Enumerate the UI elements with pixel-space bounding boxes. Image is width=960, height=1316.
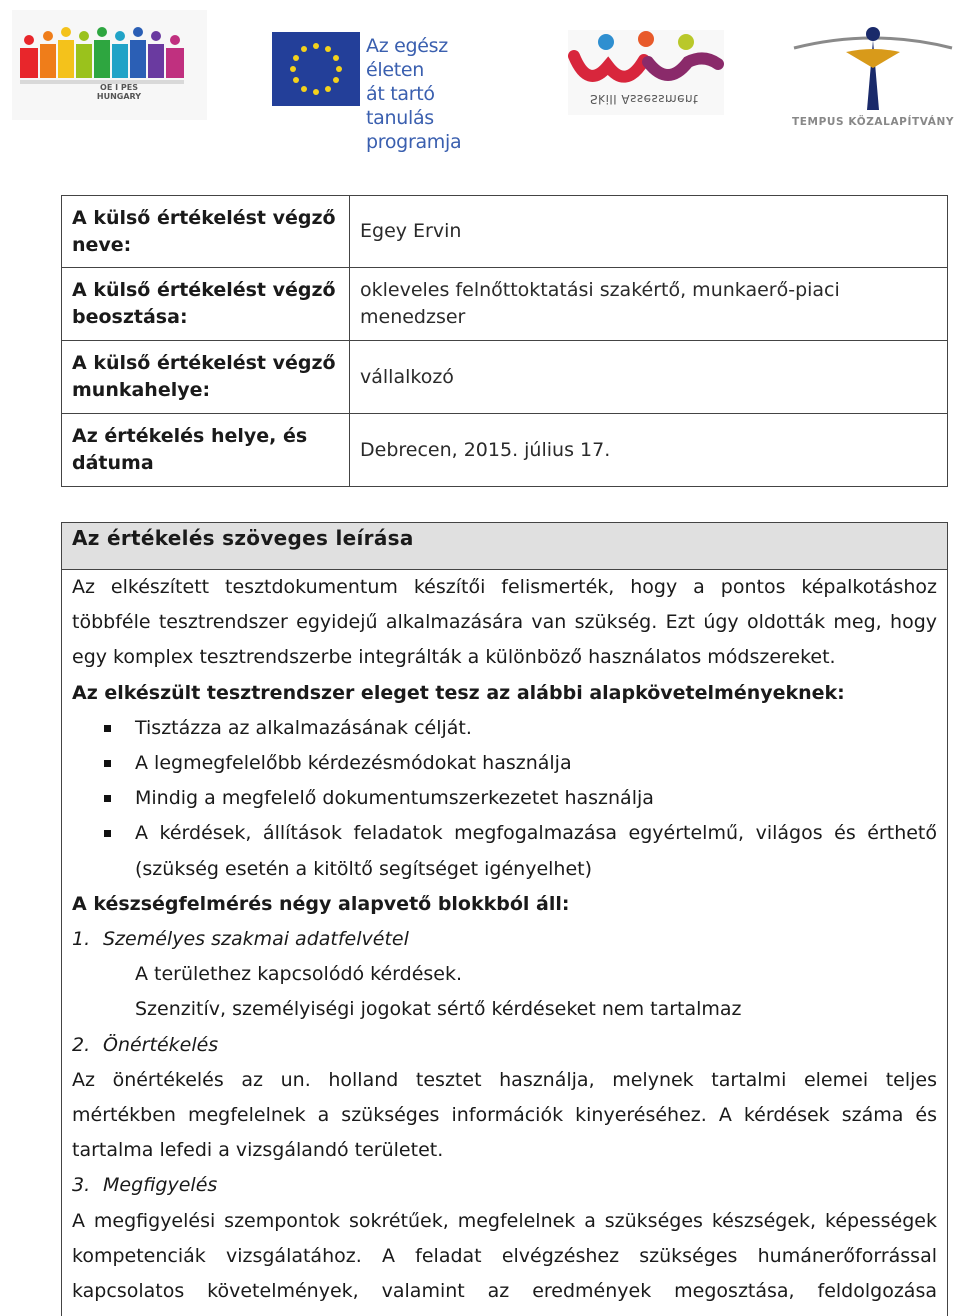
section-text: kompetenciák vizsgálatához. A feladat elvégzéshez szükséges humánerőforrással [72, 1244, 937, 1267]
evaluator-workplace-label: A külső értékelést végző munkahelye: [62, 341, 350, 414]
section-text: mértékben megfelelnek a szükséges információk kinyeréséhez. A kérdések száma és [72, 1104, 937, 1127]
intro-line: egy komplex tesztrendszerbe integrálták a különböző használatos módszereket. [72, 646, 836, 669]
evaluation-description-box [61, 522, 948, 1316]
description-heading: Az értékelés szöveges leírása [62, 523, 947, 570]
intro-line: Az elkészített tesztdokumentum készítői felismerték, hogy a pontos képalkotáshoz [72, 576, 937, 598]
list-item [72, 781, 937, 816]
tempus-caption: TEMPUS KÖZALAPÍTVÁNY [792, 116, 955, 128]
eu-program-line3: programja [366, 131, 462, 153]
section-text: tartalma lefedi a vizsgálandó területet. [72, 1139, 444, 1162]
description-body [62, 570, 947, 1309]
section-text: A területhez kapcsolódó kérdések. [135, 963, 463, 986]
list-item [72, 711, 937, 746]
section-heading [72, 922, 937, 957]
eu-lifelong-learning-logo [272, 32, 507, 153]
section-title: Személyes szakmai adatfelvétel [103, 928, 409, 951]
evaluator-name-label: A külső értékelést végző neve: [62, 196, 350, 268]
evaluator-name-value: Egey Ervin [350, 196, 948, 268]
table-row [62, 268, 948, 341]
evaluation-place-date-label: Az értékelés helye, és dátuma [62, 414, 350, 487]
evaluator-position-value: okleveles felnőttoktatási szakértő, munkaerő-piaci menedzser [350, 268, 948, 341]
eu-program-text [366, 34, 507, 154]
bullet-continuation: (szükség esetén a kitöltő segítséget igényelhet) [135, 857, 593, 880]
section-text: Szenzitív, személyiségi jogokat sértő kérdéseket nem tartalmaz [135, 998, 742, 1021]
bullet-square-icon [104, 760, 111, 767]
section-title: Megfigyelés [103, 1174, 218, 1197]
bullet-square-icon [104, 795, 111, 802]
ipes-caption: OE I PES HUNGARY [96, 83, 142, 101]
bullet-text: Tisztázza az alkalmazásának célját. [135, 716, 472, 739]
tempus-balance-icon [786, 18, 960, 114]
section-text: A megfigyelési szempontok sokrétűek, megfelelnek a szükséges készségek, képességek [72, 1209, 937, 1232]
intro-line: többféle tesztrendszer egyidejű alkalmazására van szükség. Ezt úgy oldották meg, hogy [72, 611, 937, 634]
section-text: kapcsolatos követelmények, valamint az eredmények megosztása, feldolgozása [72, 1280, 937, 1303]
table-row [62, 341, 948, 414]
bullet-text: A kérdések, állítások feladatok megfogalmazása egyértelmű, világos és érthető [135, 822, 937, 845]
eu-program-line2: át tartó tanulás [366, 83, 435, 129]
section-heading [72, 1028, 937, 1063]
skill-caption: Skill Assessment [590, 92, 699, 106]
bullet-text: A legmegfelelőbb kérdezésmódokat használja [135, 752, 572, 775]
skill-figures-icon [568, 30, 724, 92]
bullet-square-icon [104, 725, 111, 732]
section-text: Az önértékelés az un. holland tesztet használja, melynek tartalmi elemei teljes [72, 1068, 937, 1091]
requirements-heading: Az elkészült tesztrendszer eleget tesz az alábbi alapkövetelményeknek: [72, 681, 845, 704]
ipes-logo [12, 10, 207, 120]
table-row [62, 196, 948, 268]
blocks-heading: A készségfelmérés négy alapvető blokkból áll: [72, 892, 570, 915]
evaluator-info-table [61, 195, 948, 487]
evaluator-workplace-value: vállalkozó [350, 341, 948, 414]
people-figures-icon [12, 10, 207, 120]
tempus-logo [786, 18, 960, 133]
section-title: Önértékelés [103, 1033, 219, 1056]
section-number: 3. [72, 1174, 91, 1197]
section-number: 1. [72, 928, 91, 951]
eu-flag-icon [272, 32, 360, 106]
logo-strip [0, 0, 960, 153]
bullet-square-icon [104, 830, 111, 837]
list-item [72, 746, 937, 781]
section-heading [72, 1168, 937, 1203]
table-row [62, 414, 948, 487]
list-item [72, 816, 937, 851]
eu-program-line1: Az egész életen [366, 35, 448, 81]
section-number: 2. [72, 1033, 91, 1056]
bullet-text: Mindig a megfelelő dokumentumszerkezetet használja [135, 787, 654, 810]
skill-assessment-logo [568, 30, 724, 115]
evaluator-position-label: A külső értékelést végző beosztása: [62, 268, 350, 341]
evaluation-place-date-value: Debrecen, 2015. július 17. [350, 414, 948, 487]
